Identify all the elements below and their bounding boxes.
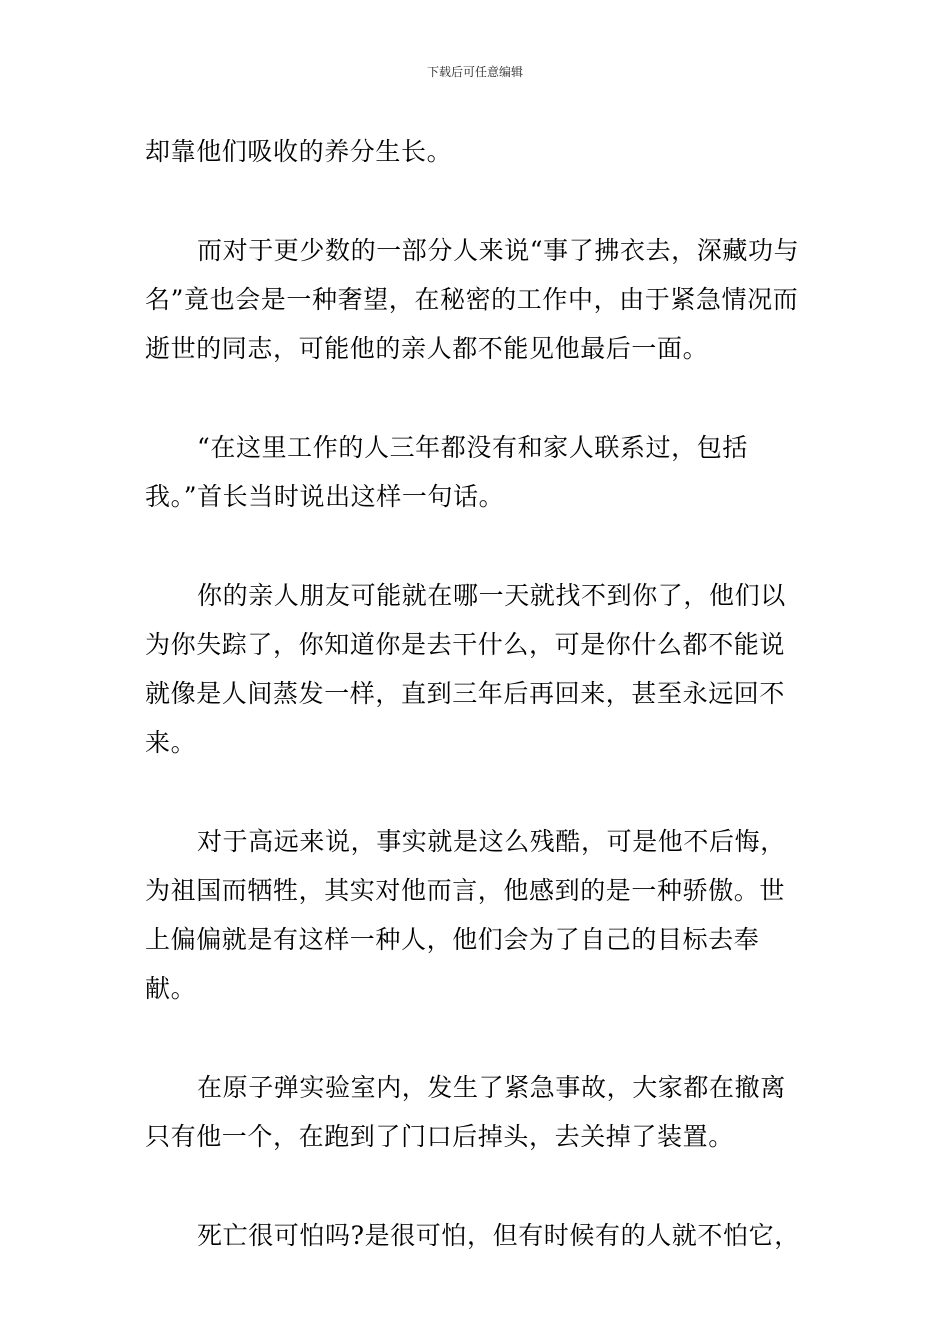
- paragraph-1: 却靠他们吸收的养分生长。: [145, 137, 453, 166]
- paragraph-2: 而对于更少数的一部分人来说“事了拂衣去，深藏功与名”竟也会是一种奢望，在秘密的工作中，由于紧急情况而逝世的同志，可能他的亲人都不能见他最后一面。: [145, 236, 800, 363]
- paragraph-4: 你的亲人朋友可能就在哪一天就找不到你了，他们以为你失踪了，你知道你是去干什么，可是你什么都不能说就像是人间蒸发一样，直到三年后再回来，甚至永远回不来。: [145, 581, 786, 757]
- paragraph-5: 对于高远来说，事实就是这么残酷，可是他不后悔，为祖国而牺牲，其实对他而言，他感到的是一种骄傲。世上偏偏就是有这样一种人，他们会为了自己的目标去奉献。: [145, 827, 786, 1003]
- paragraph-6: 在原子弹实验室内，发生了紧急事故，大家都在撤离只有他一个，在跑到了门口后掉头，去关掉了装置。: [145, 1073, 786, 1151]
- paragraph-7: 死亡很可怕吗?是很可怕，但有时候有的人就不怕它，: [197, 1221, 800, 1250]
- document-body: [145, 127, 810, 1260]
- page-header: 下载后可任意编辑: [426, 65, 523, 79]
- paragraph-3: “在这里工作的人三年都没有和家人联系过，包括我。”首长当时说出这样一句话。: [145, 433, 748, 511]
